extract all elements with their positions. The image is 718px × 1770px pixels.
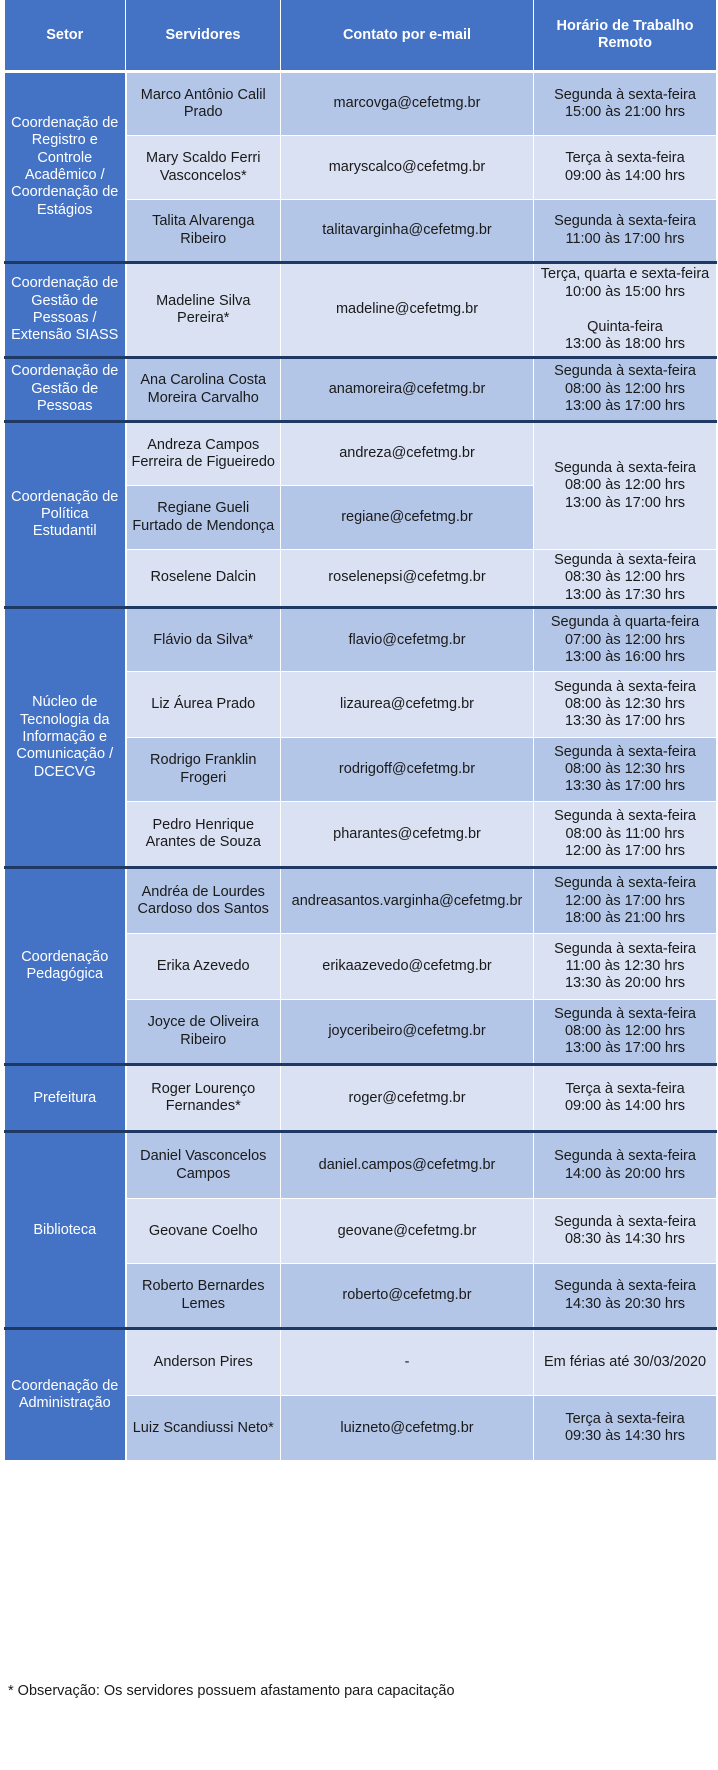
email-cell[interactable]: rodrigoff@cefetmg.br bbox=[281, 738, 534, 802]
schedule-cell: Segunda à sexta-feira 08:00 às 12:00 hrs 13:00 às 17:00 hrs bbox=[534, 422, 717, 550]
table-row bbox=[5, 1329, 717, 1396]
servidor-name-cell: Geovane Coelho bbox=[126, 1199, 281, 1264]
servidor-name-cell: Andréa de Lourdes Cardoso dos Santos bbox=[126, 868, 281, 934]
email-cell[interactable]: talitavarginha@cefetmg.br bbox=[281, 200, 534, 263]
email-cell[interactable]: luizneto@cefetmg.br bbox=[281, 1396, 534, 1461]
servidor-name-cell: Ana Carolina Costa Moreira Carvalho bbox=[126, 358, 281, 422]
schedule-cell: Segunda à sexta-feira 14:00 às 20:00 hrs bbox=[534, 1132, 717, 1199]
servidor-name-cell: Anderson Pires bbox=[126, 1329, 281, 1396]
schedule-cell: Segunda à sexta-feira 15:00 às 21:00 hrs bbox=[534, 72, 717, 136]
header-contato: Contato por e-mail bbox=[281, 0, 534, 72]
schedule-cell: Segunda à sexta-feira 08:00 às 12:30 hrs 13:30 às 17:00 hrs bbox=[534, 672, 717, 738]
servidor-name-cell: Daniel Vasconcelos Campos bbox=[126, 1132, 281, 1199]
table-body bbox=[5, 72, 717, 1461]
email-cell[interactable]: flavio@cefetmg.br bbox=[281, 608, 534, 672]
servidor-name-cell: Roberto Bernardes Lemes bbox=[126, 1264, 281, 1329]
servidor-name-cell: Liz Áurea Prado bbox=[126, 672, 281, 738]
email-cell[interactable]: joyceribeiro@cefetmg.br bbox=[281, 1000, 534, 1065]
servidor-name-cell: Joyce de Oliveira Ribeiro bbox=[126, 1000, 281, 1065]
schedule-cell: Segunda à quarta-feira 07:00 às 12:00 hrs 13:00 às 16:00 hrs bbox=[534, 608, 717, 672]
email-cell[interactable]: erikaazevedo@cefetmg.br bbox=[281, 934, 534, 1000]
email-cell[interactable]: geovane@cefetmg.br bbox=[281, 1199, 534, 1264]
email-cell[interactable]: pharantes@cefetmg.br bbox=[281, 802, 534, 868]
servidor-name-cell: Roselene Dalcin bbox=[126, 550, 281, 608]
table-row bbox=[5, 263, 717, 358]
setor-cell: Biblioteca bbox=[5, 1132, 126, 1329]
servidor-name-cell: Marco Antônio Calil Prado bbox=[126, 72, 281, 136]
schedule-cell: Segunda à sexta-feira 08:00 às 12:00 hrs 13:00 às 17:00 hrs bbox=[534, 358, 717, 422]
schedule-cell: Segunda à sexta-feira 12:00 às 17:00 hrs 18:00 às 21:00 hrs bbox=[534, 868, 717, 934]
footnote: * Observação: Os servidores possuem afastamento para capacitação bbox=[8, 1683, 455, 1699]
servidor-name-cell: Rodrigo Franklin Frogeri bbox=[126, 738, 281, 802]
servidor-name-cell: Andreza Campos Ferreira de Figueiredo bbox=[126, 422, 281, 486]
table-row bbox=[5, 608, 717, 672]
table-row bbox=[5, 1065, 717, 1132]
table-row bbox=[5, 1132, 717, 1199]
table-row bbox=[5, 422, 717, 486]
table-row bbox=[5, 358, 717, 422]
remote-work-table bbox=[4, 0, 717, 1461]
email-cell[interactable]: andreasantos.varginha@cefetmg.br bbox=[281, 868, 534, 934]
servidor-name-cell: Regiane Gueli Furtado de Mendonça bbox=[126, 486, 281, 550]
setor-cell: Coordenação Pedagógica bbox=[5, 868, 126, 1065]
header-setor: Setor bbox=[5, 0, 126, 72]
email-cell[interactable]: maryscalco@cefetmg.br bbox=[281, 136, 534, 200]
table-header-row bbox=[5, 0, 717, 72]
schedule-cell: Segunda à sexta-feira 08:30 às 12:00 hrs 13:00 às 17:30 hrs bbox=[534, 550, 717, 608]
email-cell[interactable]: - bbox=[281, 1329, 534, 1396]
setor-cell: Núcleo de Tecnologia da Informação e Comunicação / DCECVG bbox=[5, 608, 126, 868]
servidor-name-cell: Talita Alvarenga Ribeiro bbox=[126, 200, 281, 263]
servidor-name-cell: Erika Azevedo bbox=[126, 934, 281, 1000]
schedule-cell: Em férias até 30/03/2020 bbox=[534, 1329, 717, 1396]
setor-cell: Coordenação de Administração bbox=[5, 1329, 126, 1461]
schedule-cell: Segunda à sexta-feira 08:00 às 12:30 hrs 13:30 às 17:00 hrs bbox=[534, 738, 717, 802]
setor-cell: Coordenação de Registro e Controle Acadêmico / Coordenação de Estágios bbox=[5, 72, 126, 263]
email-cell[interactable]: andreza@cefetmg.br bbox=[281, 422, 534, 486]
email-cell[interactable]: anamoreira@cefetmg.br bbox=[281, 358, 534, 422]
email-cell[interactable]: marcovga@cefetmg.br bbox=[281, 72, 534, 136]
table-row bbox=[5, 868, 717, 934]
email-cell[interactable]: daniel.campos@cefetmg.br bbox=[281, 1132, 534, 1199]
email-cell[interactable]: regiane@cefetmg.br bbox=[281, 486, 534, 550]
email-cell[interactable]: roberto@cefetmg.br bbox=[281, 1264, 534, 1329]
table-row bbox=[5, 72, 717, 136]
header-horario: Horário de Trabalho Remoto bbox=[534, 0, 717, 72]
schedule-cell: Segunda à sexta-feira 08:00 às 12:00 hrs 13:00 às 17:00 hrs bbox=[534, 1000, 717, 1065]
servidor-name-cell: Mary Scaldo Ferri Vasconcelos* bbox=[126, 136, 281, 200]
schedule-cell: Terça à sexta-feira 09:30 às 14:30 hrs bbox=[534, 1396, 717, 1461]
schedule-cell: Terça à sexta-feira 09:00 às 14:00 hrs bbox=[534, 136, 717, 200]
schedule-cell: Segunda à sexta-feira 08:30 às 14:30 hrs bbox=[534, 1199, 717, 1264]
setor-cell: Coordenação de Gestão de Pessoas bbox=[5, 358, 126, 422]
email-cell[interactable]: madeline@cefetmg.br bbox=[281, 263, 534, 358]
schedule-cell: Terça, quarta e sexta-feira 10:00 às 15:00 hrs Quinta-feira 13:00 às 18:00 hrs bbox=[534, 263, 717, 358]
schedule-cell: Terça à sexta-feira 09:00 às 14:00 hrs bbox=[534, 1065, 717, 1132]
email-cell[interactable]: lizaurea@cefetmg.br bbox=[281, 672, 534, 738]
setor-cell: Coordenação de Gestão de Pessoas / Extensão SIASS bbox=[5, 263, 126, 358]
schedule-cell: Segunda à sexta-feira 11:00 às 12:30 hrs 13:30 às 20:00 hrs bbox=[534, 934, 717, 1000]
setor-cell: Coordenação de Política Estudantil bbox=[5, 422, 126, 608]
email-cell[interactable]: roger@cefetmg.br bbox=[281, 1065, 534, 1132]
schedule-cell: Segunda à sexta-feira 14:30 às 20:30 hrs bbox=[534, 1264, 717, 1329]
setor-cell: Prefeitura bbox=[5, 1065, 126, 1132]
servidor-name-cell: Pedro Henrique Arantes de Souza bbox=[126, 802, 281, 868]
schedule-cell: Segunda à sexta-feira 11:00 às 17:00 hrs bbox=[534, 200, 717, 263]
email-cell[interactable]: roselenepsi@cefetmg.br bbox=[281, 550, 534, 608]
header-servidores: Servidores bbox=[126, 0, 281, 72]
servidor-name-cell: Luiz Scandiussi Neto* bbox=[126, 1396, 281, 1461]
servidor-name-cell: Flávio da Silva* bbox=[126, 608, 281, 672]
servidor-name-cell: Madeline Silva Pereira* bbox=[126, 263, 281, 358]
schedule-cell: Segunda à sexta-feira 08:00 às 11:00 hrs 12:00 às 17:00 hrs bbox=[534, 802, 717, 868]
servidor-name-cell: Roger Lourenço Fernandes* bbox=[126, 1065, 281, 1132]
